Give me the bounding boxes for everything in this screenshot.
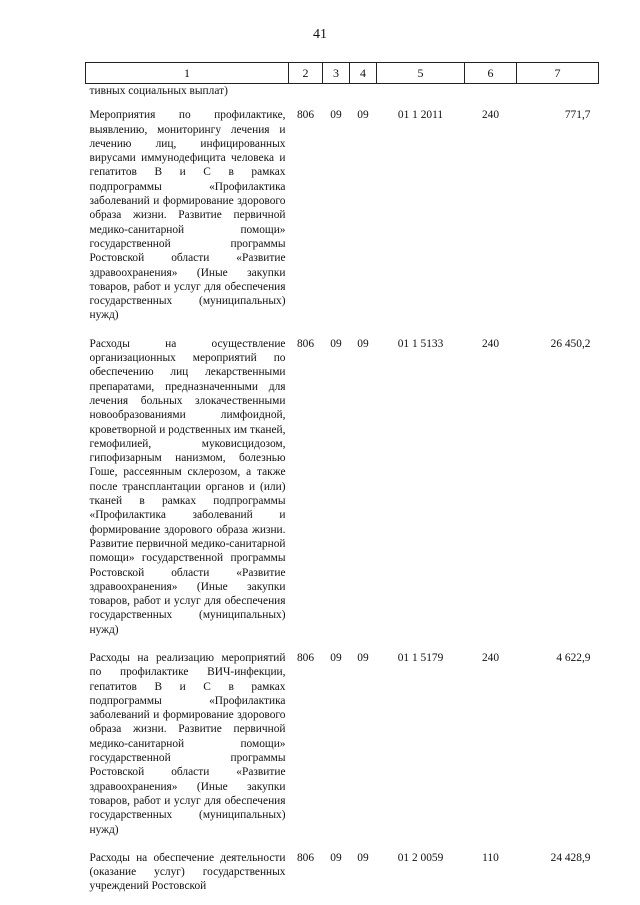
row-target-code: 01 1 5133 [397, 337, 444, 350]
row-expense-type: 240 [481, 651, 500, 664]
header-col-1: 1 [86, 63, 289, 84]
row-ministry-code: 806 [296, 851, 315, 864]
continuation-text: тивных социальных выплат) [89, 85, 228, 97]
row-section-code: 09 [330, 337, 342, 350]
header-col-7: 7 [517, 63, 599, 84]
row-ministry-code: 806 [296, 337, 315, 350]
row-description: Расходы на обеспечение деятельности (оказание услуг) государственных учреждений Ростовской [89, 851, 286, 893]
row-subsection-code: 09 [357, 851, 369, 864]
row-expense-type: 240 [481, 337, 500, 350]
row-section-code: 09 [330, 651, 342, 664]
header-col-6: 6 [465, 63, 517, 84]
header-col-4: 4 [350, 63, 377, 84]
row-section-code: 09 [330, 109, 342, 122]
row-expense-type: 240 [481, 109, 500, 122]
row-subsection-code: 09 [357, 651, 369, 664]
row-description: Расходы на осуществление организационных мероприятий по обеспечению лиц лекарственными препаратами, предназначенными для лечения больных злокачественными новообразованиями лимфоидной, кроветворной и родственных им тканей, гемофилией, муковисцидозом, гипофизарным нанизмом, болезнью Гоше, рассеянным склерозом, а также после трансплантации органов и (или) тканей в рамках подпрограммы «Профилактика заболеваний и формирование здорового образа жизни. Развитие первичной медико-санитарной помощи» государственной программы Ростовской области «Развитие здравоохранения» (Иные закупки товаров, работ и услуг для обеспечения государственных (муниципальных) нужд) [89, 337, 286, 636]
table-row [86, 105, 599, 333]
header-col-3: 3 [323, 63, 350, 84]
table-header-row [86, 63, 599, 84]
row-target-code: 01 1 2011 [397, 109, 444, 122]
row-subsection-code: 09 [357, 337, 369, 350]
table-row [86, 648, 599, 848]
row-target-code: 01 2 0059 [397, 851, 444, 864]
row-ministry-code: 806 [296, 651, 315, 664]
table-row [86, 848, 599, 905]
row-amount: 26 450,2 [550, 337, 591, 350]
row-expense-type: 110 [482, 851, 499, 864]
row-ministry-code: 806 [296, 109, 315, 122]
header-col-5: 5 [377, 63, 465, 84]
table-row [86, 334, 599, 648]
row-section-code: 09 [330, 851, 342, 864]
page-number: 41 [313, 27, 327, 42]
header-col-2: 2 [289, 63, 323, 84]
row-amount: 771,7 [564, 109, 591, 122]
budget-table [85, 62, 599, 905]
row-amount: 4 622,9 [556, 651, 591, 664]
row-amount: 24 428,9 [550, 851, 591, 864]
row-description: Мероприятия по профилактике, выявлению, мониторингу лечения и лечению лиц, инфицированных вирусами иммунодефицита человека и гепатитов В и С в рамках подпрограммы «Профилактика заболеваний и формирование здорового образа жизни. Развитие первичной медико-санитарной помощи» государственной программы Ростовской области «Развитие здравоохранения» (Иные закупки товаров, работ и услуг для обеспечения государственных (муниципальных) нужд) [89, 109, 286, 322]
row-target-code: 01 1 5179 [397, 651, 444, 664]
continuation-row [86, 84, 599, 106]
row-description: Расходы на реализацию мероприятий по профилактике ВИЧ-инфекции, гепатитов В и С в рамках подпрограммы «Профилактика заболеваний и формирование здорового образа жизни. Развитие первичной медико-санитарной помощи» государственной программы Ростовской области «Развитие здравоохранения» (Иные закупки товаров, работ и услуг для обеспечения государственных (муниципальных) нужд) [89, 651, 286, 836]
row-subsection-code: 09 [357, 109, 369, 122]
